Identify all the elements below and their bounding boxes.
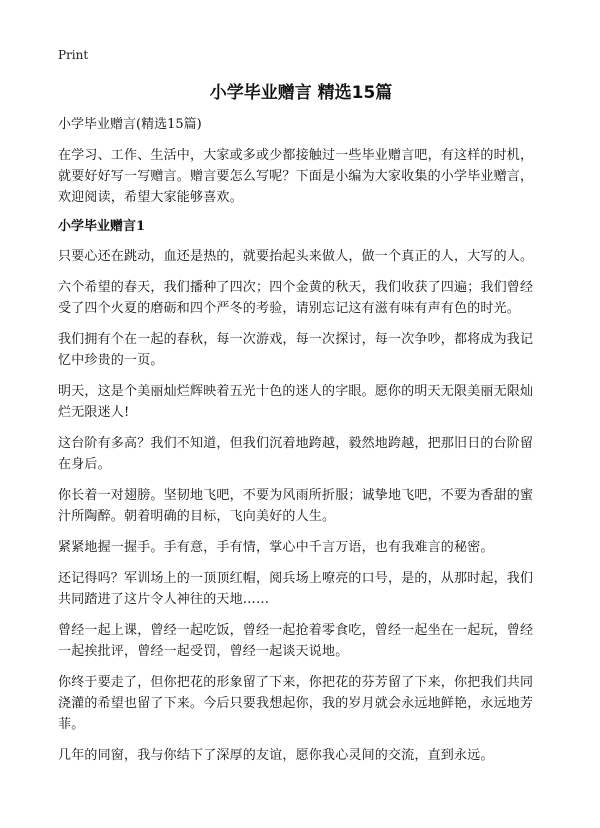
intro-paragraph: 在学习、工作、生活中，大家或多或少都接触过一些毕业赠言吧，有这样的时机，就要好好写一写赠言。赠言要怎么写呢？下面是小编为大家收集的小学毕业赠言，欢迎阅读，希望大家能够喜欢。 (58, 148, 534, 205)
body-paragraph: 只要心还在跳动，血还是热的，就要抬起头来做人，做一个真正的人，大写的人。 (58, 249, 534, 264)
body-paragraph: 明天，这是个美丽灿烂辉映着五光十色的迷人的字眼。愿你的明天无限美丽无限灿烂无限迷人! (58, 384, 534, 420)
body-paragraph: 几年的同窗，我与你结下了深厚的友谊，愿你我心灵间的交流，直到永远。 (58, 748, 494, 763)
body-paragraph: 紧紧地握一握手。手有意，手有情，掌心中千言万语，也有我难言的秘密。 (58, 540, 494, 555)
body-paragraph: 曾经一起上课，曾经一起吃饭，曾经一起抢着零食吃，曾经一起坐在一起玩，曾经一起挨批评，曾经一起受罚，曾经一起谈天说地。 (58, 623, 534, 659)
body-paragraph: 你长着一对翅膀。坚韧地飞吧，不要为风雨所折服；诚挚地飞吧，不要为香甜的蜜汁所陶醉。朝着明确的目标，飞向美好的人生。 (58, 488, 534, 524)
document-subtitle: 小学毕业赠言(精选15篇) (58, 117, 202, 132)
print-link[interactable]: Print (58, 48, 89, 62)
page-title: 小学毕业赠言 精选15篇 (209, 83, 393, 103)
body-paragraph: 还记得吗？军训场上的一顶顶红帽，阅兵场上嘹亮的口号，是的，从那时起，我们共同踏进了这片令人神往的天地…… (58, 571, 534, 607)
section-heading: 小学毕业赠言1 (58, 219, 146, 234)
body-paragraph: 我们拥有个在一起的春秋，每一次游戏，每一次探讨，每一次争吵，都将成为我记忆中珍贵的一页。 (58, 332, 534, 368)
body-paragraph: 你终于要走了，但你把花的形象留了下来，你把花的芬芳留了下来，你把我们共同浇灌的希望也留了下来。今后只要我想起你，我的岁月就会永远地鲜艳，永远地芳菲。 (58, 675, 534, 732)
body-paragraph: 这台阶有多高？我们不知道，但我们沉着地跨越，毅然地跨越，把那旧日的台阶留在身后。 (58, 436, 534, 472)
body-paragraph: 六个希望的春天，我们播种了四次；四个金黄的秋天，我们收获了四遍；我们曾经受了四个火夏的磨砺和四个严冬的考验，请别忘记这有滋有味有声有色的时光。 (58, 280, 534, 316)
